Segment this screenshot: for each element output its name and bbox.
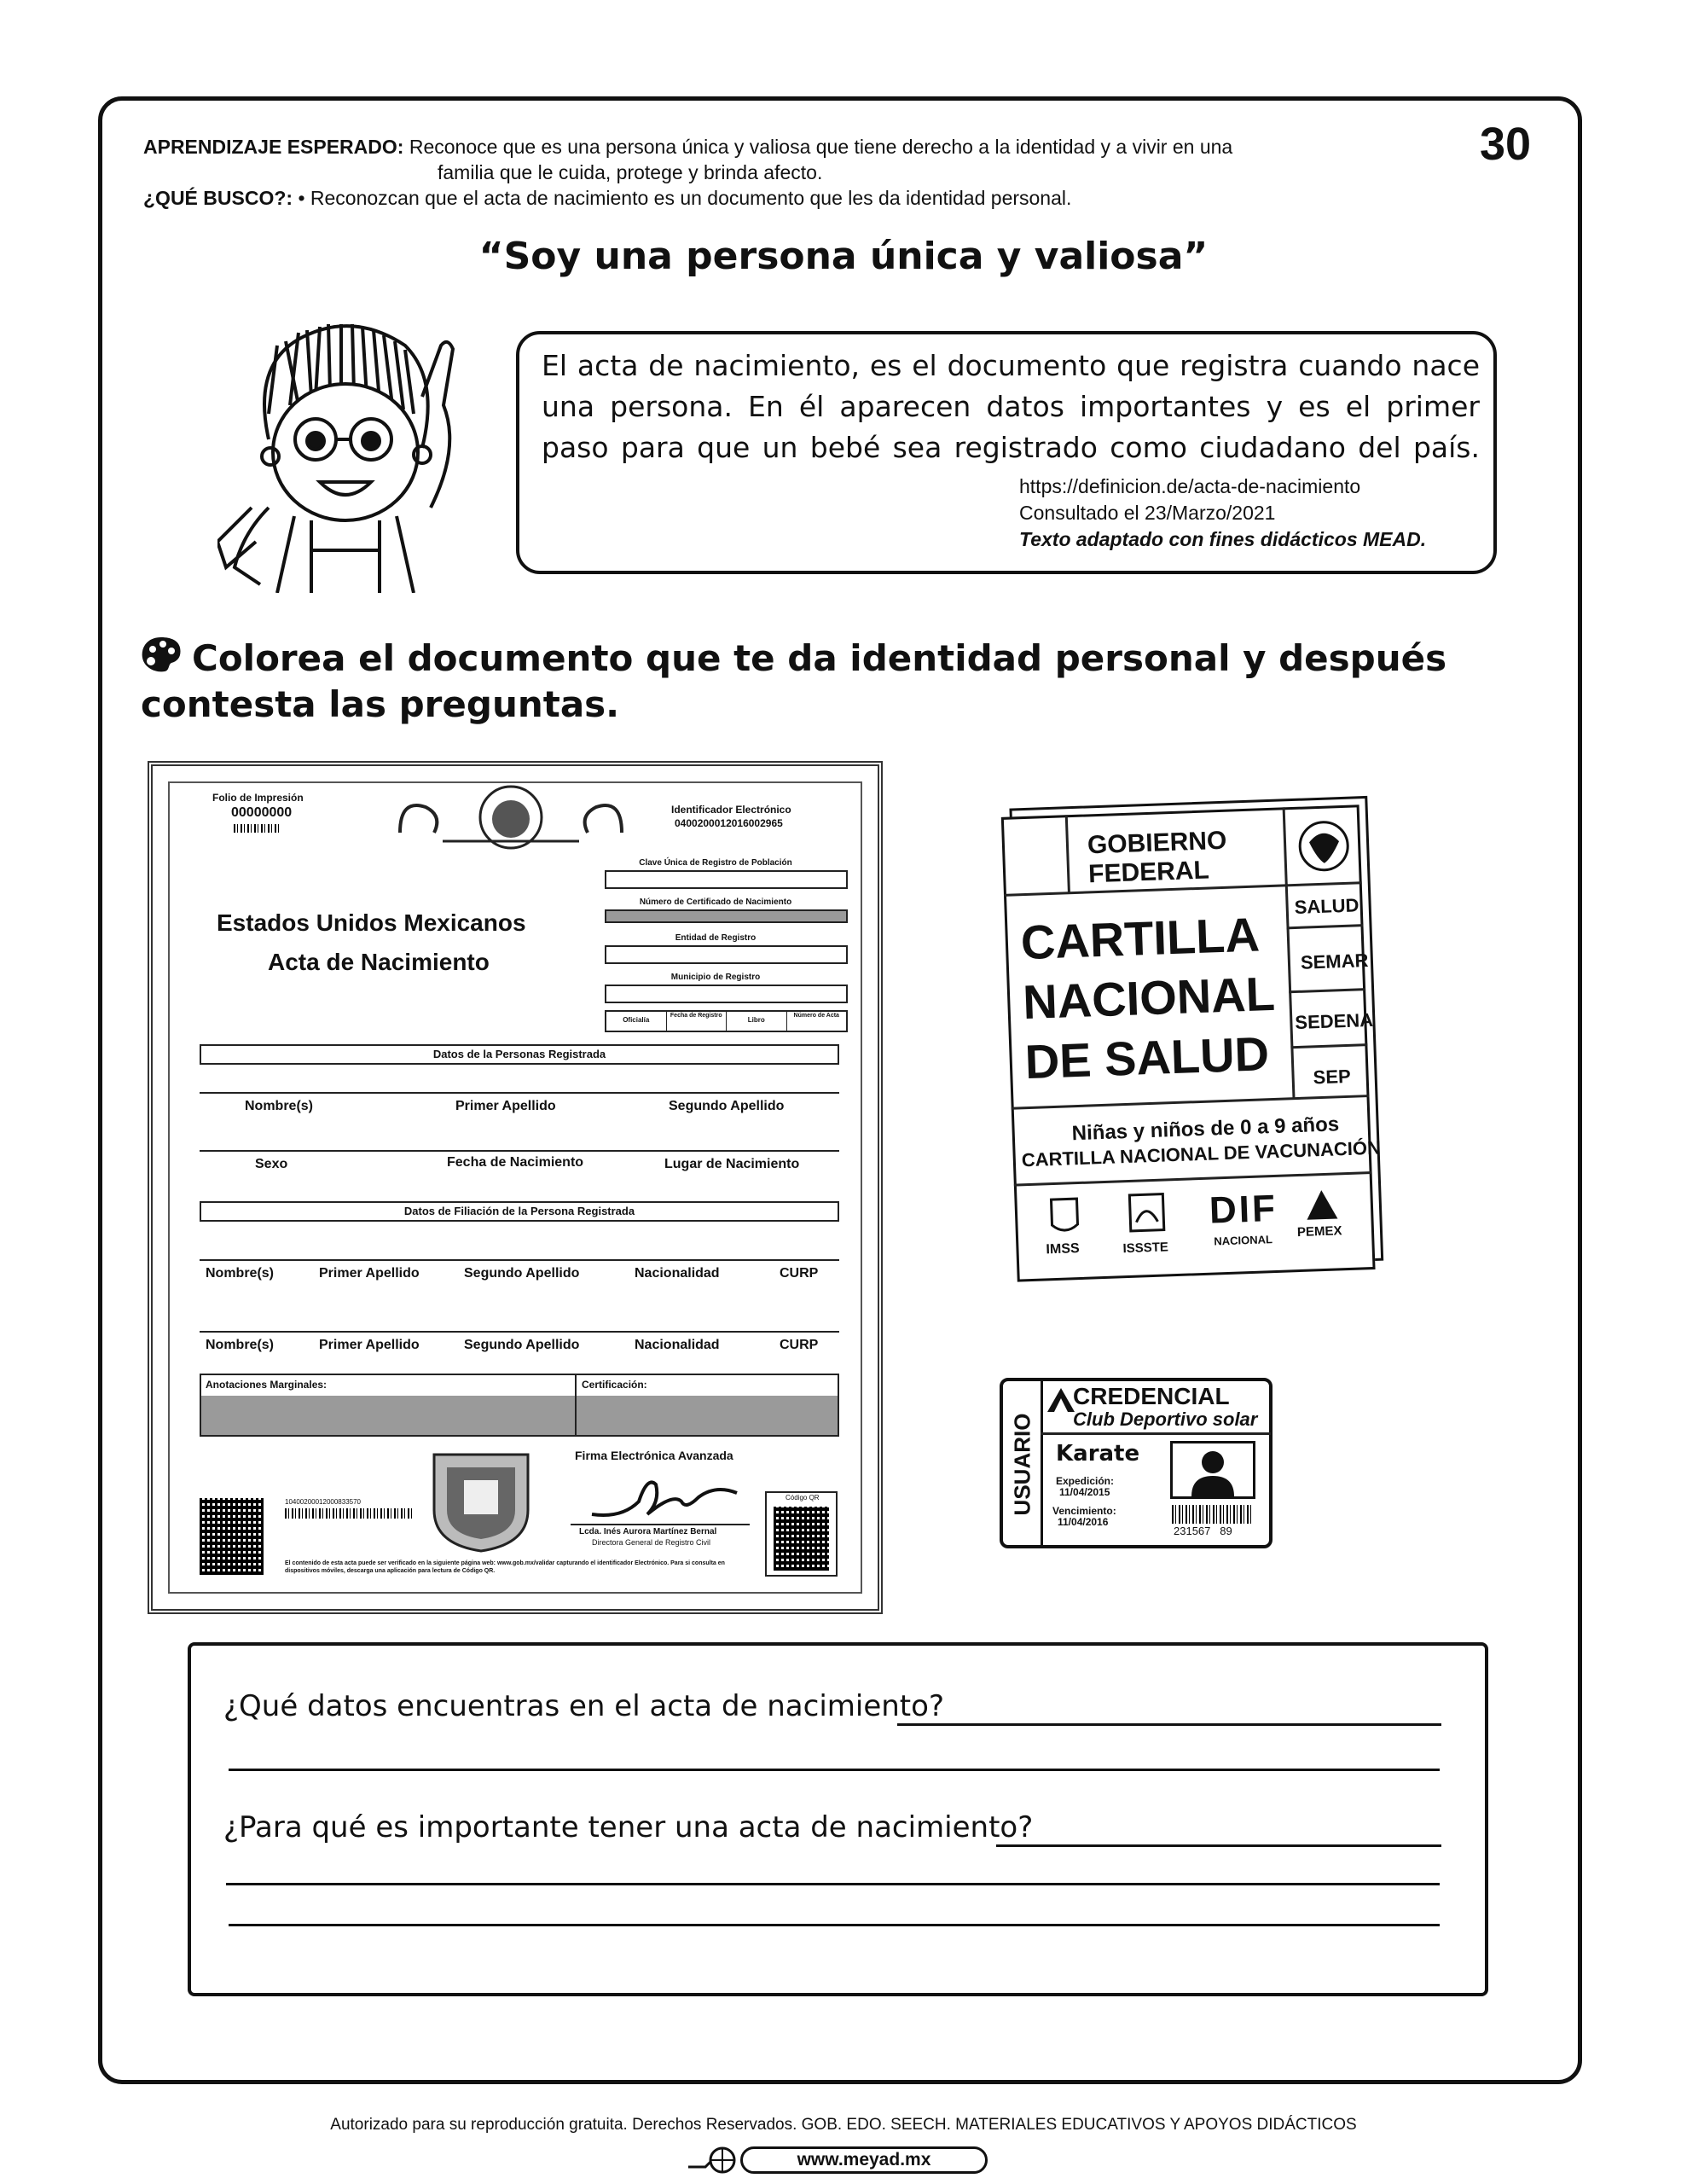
r4-nacionalidad: Nacionalidad [635,1338,720,1352]
instruction-text: Colorea el documento que te da identidad personal y después contesta las preguntas. [141,637,1447,725]
cred-side-label: USUARIO [1009,1413,1035,1516]
purpose [143,186,1406,211]
cred-expedicion-label: Expedición: [1056,1475,1115,1487]
r3-curp: CURP [780,1266,819,1281]
cert-barcode-number: 10400200012000833570 [285,1498,361,1506]
answer-line-1a[interactable] [897,1723,1441,1726]
website-link[interactable]: www.meyad.mx [740,2146,988,2174]
page-number: 30 [1480,119,1532,170]
cred-barcode-number: 231567 89 [1174,1525,1232,1537]
civil-registry-seal-icon [426,1442,536,1553]
id-value: 0400200012016002965 [675,817,783,829]
legal-text: El contenido de esta acta puede ser verificado en la siguiente página web: www.gob.mx/validar capturando el identificador Electrónico. Para si consulta en dispositivos móviles, descarga una aplicación para lectura de Código QR. [285,1560,725,1574]
cartilla-title2: NACIONAL [1022,966,1276,1030]
r2-sexo: Sexo [255,1157,288,1171]
anotaciones-label: Anotaciones Marginales: [206,1379,328,1391]
cert-country: Estados Unidos Mexicanos [217,909,526,936]
id-label: Identificador Electrónico [671,804,791,816]
qr-code-right [774,1507,829,1571]
source-url: https://definicion.de/acta-de-nacimiento [1019,475,1361,497]
info-text: El acta de nacimiento, es el documento que registra cuando nace una persona. En él aparecen datos importantes y es el primer paso para que un bebé sea registrado como ciudadano del país. [542,349,1480,464]
curp-field-label: Clave Única de Registro de Población [639,858,792,868]
r1-nombre: Nombre(s) [245,1099,314,1113]
issste-logo-icon [1127,1191,1167,1235]
logo-imss: IMSS [1046,1241,1080,1258]
municipio-field[interactable] [605,985,848,1003]
learning-objective [143,135,1406,160]
r1-apellido1: Primer Apellido [455,1099,556,1113]
globe-hand-icon [687,2145,738,2175]
cartilla-side-sedena: SEDENA [1294,1008,1374,1034]
instruction [141,636,1471,728]
certificacion-label: Certificación: [582,1379,647,1391]
source-adapted: Texto adaptado con fines didácticos MEAD. [1019,528,1427,550]
annotations-divider [575,1374,577,1437]
qr-label: Código QR [786,1494,820,1502]
person-silhouette-icon [1173,1443,1253,1496]
answer-line-1b[interactable] [229,1769,1440,1771]
footer-text: Autorizado para su reproducción gratuita. Derechos Reservados. GOB. EDO. SEECH. MATERIALES EDUCATIVOS Y APOYOS DIDÁCTICOS [330,2116,1357,2134]
folio-barcode [234,824,281,833]
answer-line-2c[interactable] [229,1924,1440,1926]
cert-num-label: Número de Certificado de Nacimiento [639,897,792,907]
cartilla-subtitle2: CARTILLA NACIONAL DE VACUNACIÓN [1021,1136,1382,1171]
r4-nombre: Nombre(s) [206,1338,275,1352]
registry-grid [605,1010,848,1032]
cartilla-side-semar: SEMAR [1300,950,1369,973]
cred-photo [1170,1441,1255,1499]
qr-code-left [200,1498,264,1575]
cartilla-subtitle1: Niñas y niños de 0 a 9 años [1071,1112,1340,1146]
grid-libro: Libro [727,1012,787,1031]
r1-apellido2: Segundo Apellido [669,1099,785,1113]
r4-apellido2: Segundo Apellido [464,1338,580,1352]
eagle-emblem-icon [1296,816,1353,877]
cert-barcode [285,1508,413,1519]
vaccination-card[interactable] [1000,795,1396,1281]
answer-line-2a[interactable] [996,1844,1441,1847]
municipio-label: Municipio de Registro [670,973,761,982]
aprendizaje-line2: familia que le cuida, protege y brinda afecto. [438,161,823,183]
cartilla-title1: CARTILLA [1019,907,1261,970]
coat-of-arms-icon [391,781,630,850]
r2-lugar: Lugar de Nacimiento [664,1157,800,1171]
cert-num-field [605,909,848,923]
r4-apellido1: Primer Apellido [319,1338,420,1352]
cred-barcode [1172,1505,1253,1524]
cred-vencimiento: 11/04/2016 [1058,1516,1109,1528]
r3-apellido1: Primer Apellido [319,1266,420,1281]
cred-line [1041,1432,1271,1435]
cartilla-title3: DE SALUD [1023,1026,1270,1089]
cred-expedicion: 11/04/2015 [1059,1486,1110,1498]
club-logo-icon [1046,1386,1076,1414]
aprendizaje-line1: Reconoce que es una persona única y valiosa que tiene derecho a la identidad y a vivir en una [409,136,1233,158]
signer-title: Directora General de Registro Civil [592,1538,711,1547]
logo-pemex: PEMEX [1296,1223,1342,1240]
cartilla-side-sep: SEP [1313,1065,1352,1089]
entidad-field[interactable] [605,945,848,964]
cartilla-federal: FEDERAL [1087,856,1210,889]
line1 [200,1092,839,1094]
pemex-logo-icon [1304,1188,1339,1223]
question-1: ¿Qué datos encuentras en el acta de nacimiento? [223,1689,944,1723]
r2-fecha: Fecha de Nacimiento [447,1155,584,1170]
logo-dif: DIF [1209,1187,1278,1232]
r3-apellido2: Segundo Apellido [464,1266,580,1281]
girl-illustration [217,311,469,593]
r3-nombre: Nombre(s) [206,1266,275,1281]
curp-field[interactable] [605,870,848,889]
line4 [200,1331,839,1333]
cred-activity: Karate [1056,1441,1140,1467]
page-title: “Soy una persona única y valiosa” [478,235,1209,278]
logo-issste: ISSSTE [1122,1240,1169,1257]
aprendizaje-label: APRENDIZAJE ESPERADO: [143,136,404,158]
signature-line [571,1524,750,1525]
busco-text: • Reconozcan que el acta de nacimiento es un documento que les da identidad personal. [298,187,1072,209]
signer-name: Lcda. Inés Aurora Martínez Bernal [579,1527,717,1536]
source-consulted: Consultado el 23/Marzo/2021 [1019,502,1276,524]
firma-label: Firma Electrónica Avanzada [575,1449,733,1462]
cred-vencimiento-label: Vencimiento: [1052,1505,1116,1517]
entidad-label: Entidad de Registro [675,933,757,943]
cred-title: CREDENCIAL [1073,1383,1230,1409]
cartilla-side-salud: SALUD [1294,894,1359,918]
grid-oficialia: Oficialía [606,1012,667,1031]
cartilla-gobierno: GOBIERNO [1087,826,1227,860]
line2 [200,1150,839,1152]
grid-acta: Número de Acta [793,1013,839,1019]
birth-certificate[interactable] [148,761,883,1614]
folio-value: 00000000 [231,805,293,820]
cert-doc-title: Acta de Nacimiento [268,949,490,975]
answer-line-2b[interactable] [226,1883,1440,1885]
grid-fecha: Fecha de Registro [667,1012,728,1031]
logo-dif-sub: NACIONAL [1214,1233,1273,1248]
signature-icon [588,1467,741,1527]
r4-curp: CURP [780,1338,819,1352]
section1-title: Datos de la Personas Registrada [432,1048,606,1060]
imss-logo-icon [1046,1194,1082,1238]
cred-club: Club Deportivo solar [1073,1409,1258,1430]
club-id-card[interactable] [1000,1378,1272,1548]
question-2: ¿Para qué es importante tener una acta de nacimiento? [223,1810,1034,1844]
busco-label: ¿QUÉ BUSCO?: [143,187,293,209]
line3 [200,1259,839,1261]
section2-title: Datos de Filiación de la Persona Registrada [403,1205,635,1217]
folio-label: Folio de Impresión [212,792,304,804]
annotations-gray [201,1396,838,1435]
r3-nacionalidad: Nacionalidad [635,1266,720,1281]
